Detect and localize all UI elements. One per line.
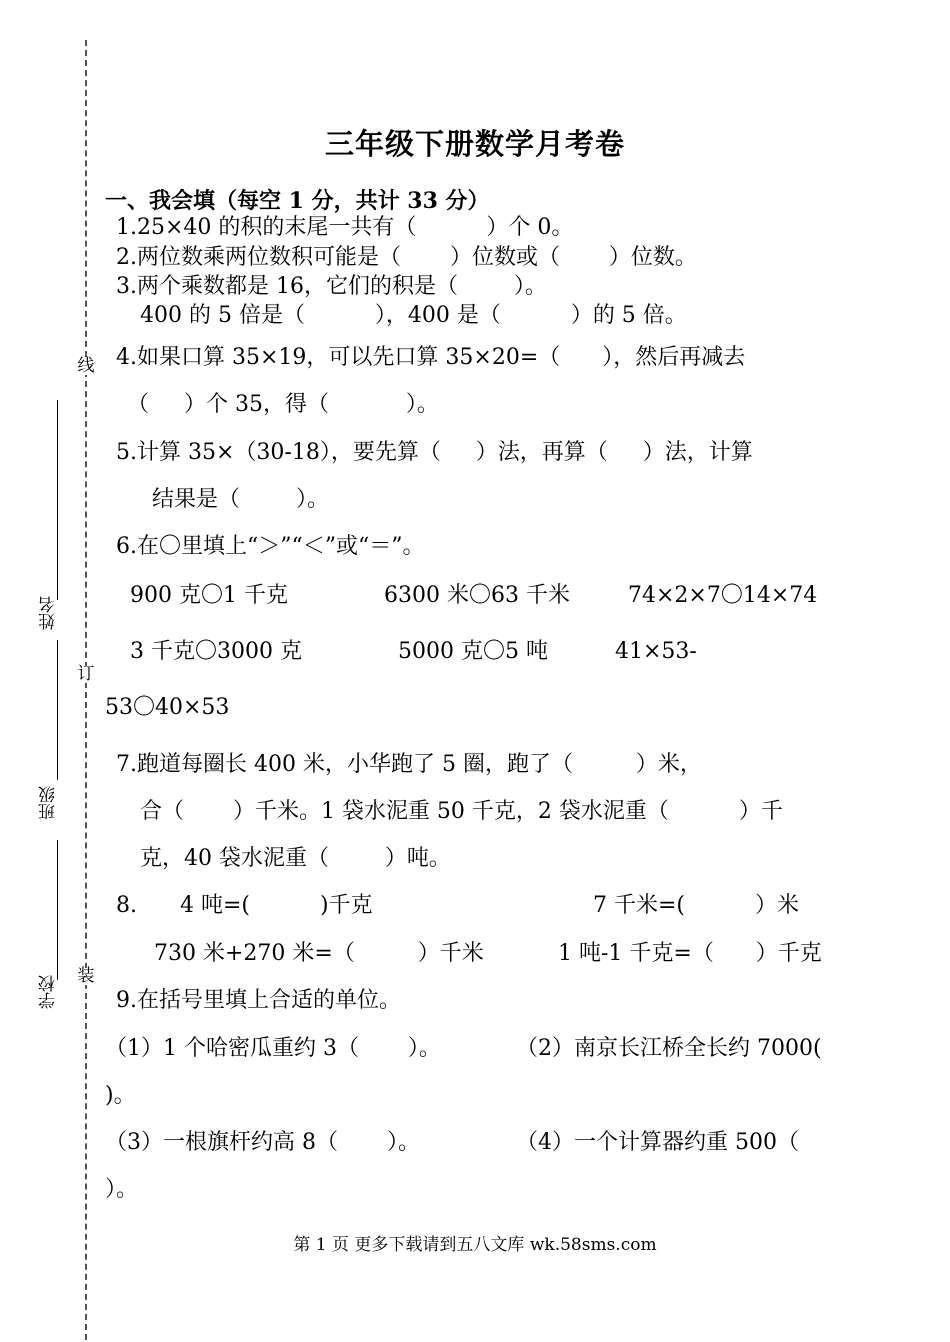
unit-1: （1）1 个哈密瓜重约 3（ ）。 bbox=[105, 1036, 441, 1061]
class-underline bbox=[57, 640, 58, 780]
compare-6a: 41×53- bbox=[615, 639, 697, 664]
school-underline bbox=[57, 840, 58, 980]
conversion-4: 1 吨-1 千克=（ ）千克 bbox=[558, 941, 822, 966]
class-label: 班级 bbox=[39, 786, 59, 820]
conversion-1: 4 吨=( )千克 bbox=[180, 893, 373, 918]
compare-4: 3 千克〇3000 克 bbox=[130, 639, 302, 664]
question-7: 7.跑道每圈长 400 米，小华跑了 5 圈，跑了（ ）米， bbox=[116, 752, 702, 777]
name-underline bbox=[57, 400, 58, 600]
unit-3: （3）一根旗杆约高 8（ ）。 bbox=[105, 1130, 420, 1155]
question-2: 2.两位数乘两位数积可能是（ ）位数或（ ）位数。 bbox=[116, 245, 697, 270]
compare-5: 5000 克〇5 吨 bbox=[398, 639, 548, 664]
conversion-3: 730 米+270 米=（ ）千米 bbox=[154, 941, 484, 966]
unit-4: （4）一个计算器约重 500（ bbox=[516, 1130, 799, 1155]
question-6: 6.在〇里填上“＞”“＜”或“＝”。 bbox=[116, 534, 425, 559]
binding-mark-xian: 线 bbox=[77, 356, 95, 376]
question-9: 9.在括号里填上合适的单位。 bbox=[116, 988, 401, 1013]
compare-6b: 53〇40×53 bbox=[105, 695, 230, 720]
question-4b: （ ）个 35，得（ ）。 bbox=[127, 392, 439, 417]
question-1: 1.25×40 的积的末尾一共有（ ）个 0。 bbox=[116, 215, 574, 240]
question-8-number: 8. bbox=[116, 893, 137, 918]
question-3b: 400 的 5 倍是（ ），400 是（ ）的 5 倍。 bbox=[140, 303, 687, 328]
question-5: 5.计算 35×（30-18），要先算（ ）法，再算（ ）法，计算 bbox=[116, 440, 753, 465]
compare-3: 74×2×7〇14×74 bbox=[628, 583, 818, 608]
page-footer: 第 1 页 更多下载请到五八文库 wk.58sms.com bbox=[293, 1235, 657, 1255]
school-label: 学校 bbox=[39, 975, 59, 1009]
compare-2: 6300 米〇63 千米 bbox=[384, 583, 570, 608]
page-title: 三年级下册数学月考卷 bbox=[324, 127, 625, 161]
section-heading: 一、我会填（每空 1 分，共计 33 分） bbox=[105, 188, 490, 214]
question-4: 4.如果口算 35×19，可以先口算 35×20=（ ），然后再减去 bbox=[116, 345, 746, 370]
unit-2-end: )。 bbox=[105, 1083, 136, 1108]
name-label: 姓名 bbox=[39, 596, 59, 630]
question-5b: 结果是（ ）。 bbox=[152, 487, 329, 512]
binding-mark-zhuang: 装 bbox=[77, 966, 95, 986]
unit-4-end: ）。 bbox=[105, 1177, 139, 1202]
question-7b: 合（ ）千米。1 袋水泥重 50 千克，2 袋水泥重（ ）千 bbox=[140, 799, 783, 824]
conversion-2: 7 千米=( ）米 bbox=[593, 893, 799, 918]
question-7c: 克，40 袋水泥重（ ）吨。 bbox=[140, 846, 451, 871]
unit-2: （2）南京长江桥全长约 7000( bbox=[516, 1036, 822, 1061]
compare-1: 900 克〇1 千克 bbox=[130, 583, 288, 608]
question-3: 3.两个乘数都是 16，它们的积是（ ）。 bbox=[116, 274, 547, 299]
binding-dashed-line bbox=[85, 40, 87, 1340]
binding-mark-ding: 订 bbox=[77, 664, 95, 684]
